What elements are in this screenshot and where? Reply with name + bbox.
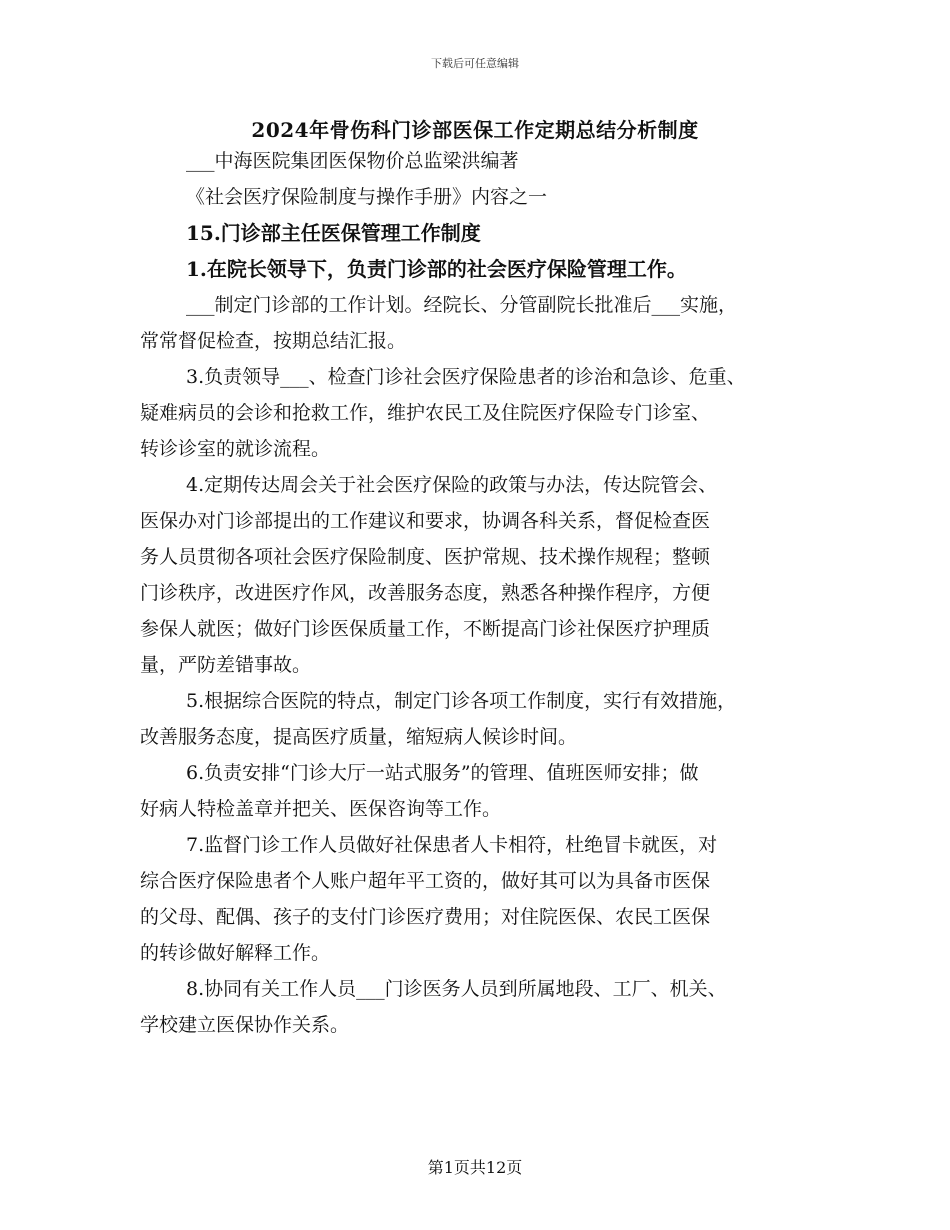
- body-line: 5.根据综合医院的特点，制定门诊各项工作制度，实行有效措施，: [186, 690, 737, 712]
- page-number-footer: 第1页共12页: [427, 1158, 523, 1177]
- header-note: 下载后可任意编辑: [431, 57, 519, 70]
- body-line: ___中海医院集团医保物价总监梁洪编著: [186, 150, 519, 172]
- body-line: 改善服务态度，提高医疗质量，缩短病人候诊时间。: [140, 726, 578, 748]
- body-line: 《社会医疗保险制度与操作手册》内容之一: [186, 186, 548, 208]
- body-line: 的转诊做好解释工作。: [140, 942, 331, 964]
- body-line: 务人员贯彻各项社会医疗保险制度、医护常规、技术操作规程；整顿: [140, 546, 711, 568]
- body-line: 常常督促检查，按期总结汇报。: [140, 330, 407, 352]
- body-line: 量，严防差错事故。: [140, 654, 312, 676]
- document-title: 2024年骨伤科门诊部医保工作定期总结分析制度: [251, 118, 699, 142]
- body-line: 好病人特检盖章并把关、医保咨询等工作。: [140, 798, 502, 820]
- body-line: ___制定门诊部的工作计划。经院长、分管副院长批准后___实施，: [186, 294, 738, 316]
- body-line: 参保人就医；做好门诊医保质量工作，不断提高门诊社保医疗护理质: [140, 618, 711, 640]
- body-line: 疑难病员的会诊和抢救工作，维护农民工及住院医疗保险专门诊室、: [140, 402, 711, 424]
- body-line: 综合医疗保险患者个人账户超年平工资的，做好其可以为具备市医保: [140, 870, 711, 892]
- body-line: 3.负责领导___、检查门诊社会医疗保险患者的诊治和急诊、危重、: [186, 366, 746, 388]
- body-line: 6.负责安排“门诊大厅一站式服务”的管理、值班医师安排；做: [186, 762, 699, 784]
- body-line: 医保办对门诊部提出的工作建议和要求，协调各科关系，督促检查医: [140, 510, 711, 532]
- section-heading: 15.门诊部主任医保管理工作制度: [186, 221, 481, 245]
- document-body: [140, 143, 830, 1043]
- item-heading: 1.在院长领导下，负责门诊部的社会医疗保险管理工作。: [186, 257, 687, 281]
- body-line: 门诊秩序，改进医疗作风，改善服务态度，熟悉各种操作程序，方便: [140, 582, 711, 604]
- body-line: 8.协同有关工作人员___门诊医务人员到所属地段、工厂、机关、: [186, 978, 727, 1000]
- body-line: 4.定期传达周会关于社会医疗保险的政策与办法，传达院管会、: [186, 474, 718, 496]
- body-line: 7.监督门诊工作人员做好社保患者人卡相符，杜绝冒卡就医，对: [186, 834, 718, 856]
- body-line: 转诊诊室的就诊流程。: [140, 438, 331, 460]
- body-line: 学校建立医保协作关系。: [140, 1014, 350, 1036]
- body-line: 的父母、配偶、孩子的支付门诊医疗费用；对住院医保、农民工医保: [140, 906, 711, 928]
